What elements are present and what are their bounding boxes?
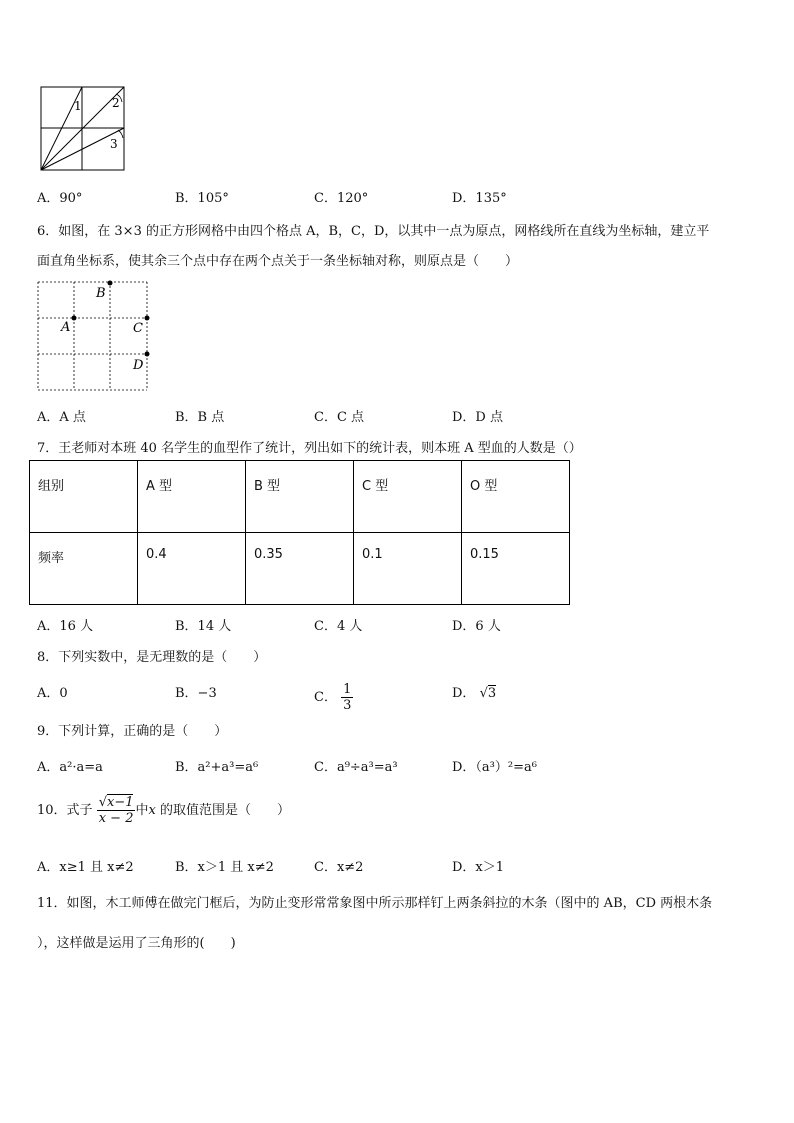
q8-option-d-label: D．: [452, 686, 476, 701]
q7-stem: 7．王老师对本班 40 名学生的血型作了统计，列出如下的统计表，则本班 A 型血的人数是（）: [37, 441, 582, 456]
q7-option-c: C．4 人: [314, 619, 363, 634]
q9-option-b: B．a²+a³=a⁶: [175, 760, 259, 775]
table-cell: 0.4: [138, 533, 246, 605]
q7-option-d: D．6 人: [452, 619, 501, 634]
sqrt-argument: 3: [487, 686, 497, 701]
q5-option-a: A．90°: [37, 191, 83, 206]
q10-numerator: [97, 795, 136, 811]
q6-option-d: D．D 点: [452, 410, 503, 425]
q10-suffix: 的取值范围是（ ）: [155, 803, 290, 818]
grid-points-figure: [36, 280, 152, 394]
angle-label-3: 3: [110, 137, 118, 151]
table-cell: 0.1: [354, 533, 462, 605]
q6-option-a: A．A 点: [37, 410, 86, 425]
fraction-denominator: 3: [343, 698, 352, 713]
q9-option-a: A．a²·a=a: [37, 760, 103, 775]
q5-option-b: B．105°: [175, 191, 229, 206]
table-cell: 0.15: [462, 533, 570, 605]
q10-option-c: C．x≠2: [314, 860, 364, 875]
q8-option-d: [452, 682, 496, 701]
point-a-dot: [72, 316, 77, 321]
q8-option-c: [314, 682, 353, 713]
q9-stem: 9．下列计算，正确的是（ ）: [37, 724, 228, 739]
point-d-dot: [145, 352, 150, 357]
table-header-row: [30, 461, 570, 533]
q8-option-b: B．−3: [175, 686, 217, 701]
q10-numerator-text: x−1: [106, 795, 134, 810]
q8-stem: 8．下列实数中，是无理数的是（ ）: [37, 650, 267, 665]
angle-label-1: 1: [74, 99, 82, 113]
q10-denominator: x − 2: [98, 811, 134, 826]
q6-stem-line2: 面直角坐标系，使其余三个点中存在两个点关于一条坐标轴对称，则原点是（ ）: [37, 254, 519, 269]
q10-stem: [37, 795, 290, 826]
table-cell: 频率: [30, 533, 138, 605]
point-c-dot: [145, 316, 150, 321]
q7-option-b: B．14 人: [175, 619, 232, 634]
q10-var: x: [148, 803, 156, 818]
q9-option-c: C．a⁹÷a³=a³: [314, 760, 398, 775]
point-d-label: D: [133, 358, 144, 373]
q10-option-a: A．x≥1 且 x≠2: [37, 860, 134, 875]
sqrt-sign-icon: √: [98, 795, 107, 810]
q7-option-a: A．16 人: [37, 619, 94, 634]
angle-label-2: 2: [112, 96, 120, 110]
sqrt-sign-icon: √: [479, 686, 488, 701]
angle-grid-figure: [38, 84, 128, 174]
q9-option-d: D．（a³）²=a⁶: [452, 760, 537, 775]
q6-option-b: B．B 点: [175, 410, 225, 425]
table-cell: O 型: [462, 461, 570, 533]
q11-stem-line1: 11．如图，木工师傅在做完门框后，为防止变形常常象图中所示那样钉上两条斜拉的木条（图中的 AB，CD 两根木条: [37, 896, 713, 911]
point-a-label: A: [61, 320, 71, 335]
q8-option-a: A．0: [37, 686, 68, 701]
table-cell: 0.35: [246, 533, 354, 605]
blood-type-table: [29, 460, 570, 605]
table-cell: C 型: [354, 461, 462, 533]
q6-stem-line1: 6．如图，在 3×3 的正方形网格中由四个格点 A，B，C，D，以其中一点为原点，网格线所在直线为坐标轴，建立平: [37, 224, 710, 239]
table-cell: 组别: [30, 461, 138, 533]
q10-option-d: D．x＞1: [452, 860, 505, 875]
q10-option-b: B．x＞1 且 x≠2: [175, 860, 274, 875]
q11-stem-line2: ），这样做是运用了三角形的( ): [37, 936, 236, 951]
table-cell: A 型: [138, 461, 246, 533]
q10-fraction: [97, 795, 136, 826]
q5-option-c: C．120°: [314, 191, 369, 206]
q8-option-c-label: C．: [314, 690, 337, 705]
point-c-label: C: [133, 321, 143, 336]
fraction-numerator: 1: [343, 682, 352, 697]
q10-prefix: 10．式子: [37, 803, 93, 818]
point-b-dot: [108, 281, 113, 286]
q5-option-d: D．135°: [452, 191, 507, 206]
table-row: [30, 533, 570, 605]
table-cell: B 型: [246, 461, 354, 533]
point-b-label: B: [96, 286, 106, 301]
fraction: [341, 682, 353, 713]
q10-mid: 中: [135, 803, 149, 818]
q6-option-c: C．C 点: [314, 410, 365, 425]
